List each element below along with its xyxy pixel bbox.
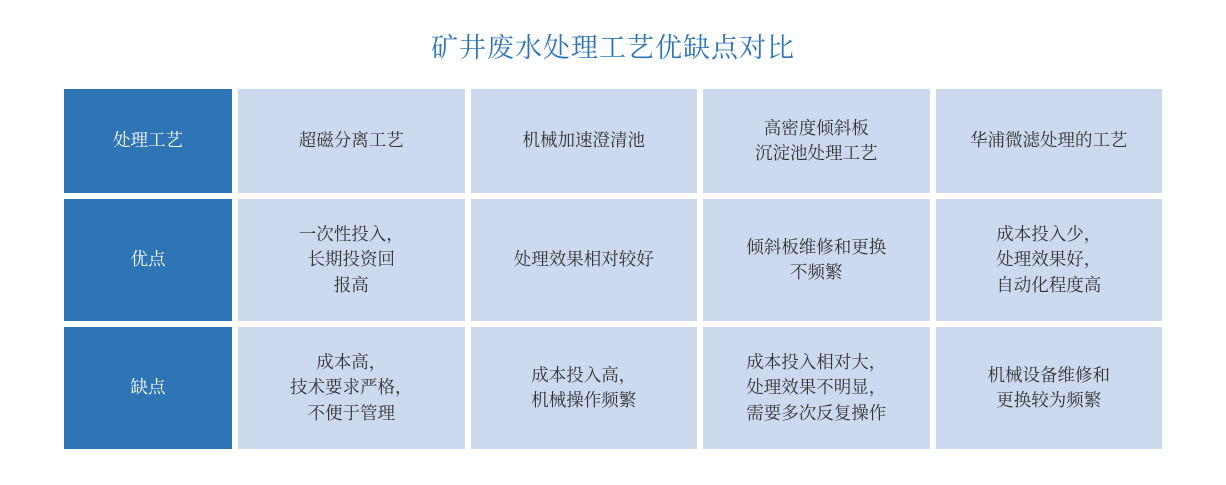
cell-line: 成本投入少， bbox=[996, 223, 1102, 244]
comparison-table-wrapper bbox=[0, 83, 1226, 455]
cell-pros-3 bbox=[703, 199, 930, 321]
cell-line: 机械设备维修和 bbox=[987, 364, 1110, 385]
cell-cons-1 bbox=[238, 327, 465, 449]
comparison-table bbox=[58, 83, 1168, 455]
cell-line: 长期投资回 bbox=[307, 249, 395, 270]
table-row bbox=[64, 199, 1162, 321]
cell-cons-2 bbox=[471, 327, 698, 449]
cell-line: 沉淀池处理工艺 bbox=[755, 143, 878, 163]
cell-line: 处理效果好， bbox=[996, 249, 1102, 270]
cell-line: 机械加速澄清池 bbox=[522, 130, 645, 151]
cell-line: 处理效果相对较好 bbox=[513, 249, 654, 270]
cell-line: 高密度倾斜板 bbox=[763, 117, 869, 138]
table-row bbox=[64, 327, 1162, 449]
cell-line: 成本投入高， bbox=[531, 364, 637, 385]
cell-line: 成本投入相对大， bbox=[746, 351, 887, 372]
cell-cons-4 bbox=[936, 327, 1163, 449]
cell-line: 机械操作频繁 bbox=[531, 390, 637, 410]
cell-process-1 bbox=[238, 89, 465, 193]
cell-line: 倾斜板维修和更换 bbox=[746, 236, 887, 257]
cell-line: 一次性投入， bbox=[298, 223, 404, 244]
cell-pros-4 bbox=[936, 199, 1163, 321]
cell-cons-3 bbox=[703, 327, 930, 449]
row-header-cons: 缺点 bbox=[64, 327, 232, 449]
table-row bbox=[64, 89, 1162, 193]
cell-line: 处理效果不明显， bbox=[746, 377, 887, 398]
cell-pros-1 bbox=[238, 199, 465, 321]
cell-pros-2 bbox=[471, 199, 698, 321]
row-header-process: 处理工艺 bbox=[64, 89, 232, 193]
cell-line: 报高 bbox=[333, 274, 369, 295]
cell-process-2 bbox=[471, 89, 698, 193]
page-title: 矿井废水处理工艺优缺点对比 bbox=[431, 33, 795, 63]
cell-line: 成本高， bbox=[316, 351, 387, 372]
cell-process-3 bbox=[703, 89, 930, 193]
cell-process-4 bbox=[936, 89, 1163, 193]
cell-line: 不便于管理 bbox=[307, 402, 395, 423]
row-header-pros: 优点 bbox=[64, 199, 232, 321]
cell-line: 自动化程度高 bbox=[996, 274, 1102, 295]
cell-line: 不频繁 bbox=[790, 262, 843, 282]
cell-line: 华浦微滤处理的工艺 bbox=[970, 130, 1128, 151]
cell-line: 更换较为频繁 bbox=[996, 390, 1102, 410]
cell-line: 技术要求严格， bbox=[290, 377, 413, 398]
cell-line: 需要多次反复操作 bbox=[746, 402, 887, 423]
cell-line: 超磁分离工艺 bbox=[298, 130, 404, 151]
